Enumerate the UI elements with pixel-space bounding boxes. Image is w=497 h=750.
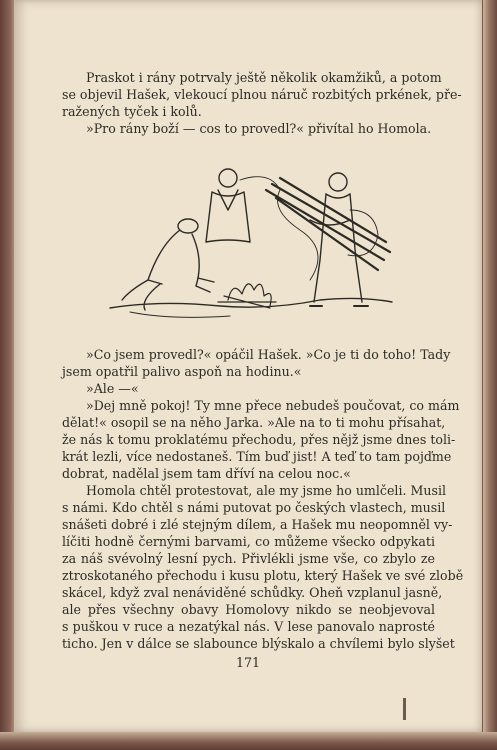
text-line: jsem opatřil palivo aspoň na hodinu.« (62, 364, 302, 379)
page-mark (403, 698, 406, 720)
page-stack-edge (483, 0, 497, 750)
text-line: krát lezli, více nedostaneš. Tím buď jist! A teď to tam pojďme (62, 449, 452, 464)
text-line: ale přes všechny obavy Homolovy nikdo se neobjevoval (62, 602, 435, 617)
text-line: líčiti hodně černými barvami, co můžeme všecko odpykati (62, 534, 435, 549)
text-line: ražených tyček i kolů. (62, 104, 202, 119)
text-line: ztroskotaného přechodu i kusu plotu, který Hašek ve své zlobě (62, 568, 464, 583)
text-line: Praskot i rány potrvaly ještě několik okamžiků, a potom (86, 70, 442, 85)
text-line: »Dej mně pokoj! Ty mne přece nebudeš poučovat, co mám (86, 398, 460, 413)
book-page (14, 0, 482, 732)
book-spine-edge (0, 0, 14, 750)
text-line: za náš svévolný lesní pych. Přivlékli jsme vše, co zbylo ze (62, 551, 435, 566)
text-line: s puškou v ruce a nezatýkal nás. V lese panovalo naprosté (62, 619, 435, 634)
text-line: ticho. Jen v dálce se slabounce blýskalo a chvílemi bylo slyšet (62, 636, 455, 651)
text-line: »Ale —« (86, 381, 139, 396)
book-bottom-edge (0, 732, 497, 750)
text-line: »Co jsem provedl?« opáčil Hašek. »Co je ti do toho! Tady (86, 347, 451, 362)
text-line: se objevil Hašek, vlekoucí plnou náruč rozbitých prkének, pře- (62, 87, 462, 102)
text-line: »Pro rány boží — cos to provedl?« přivítal ho Homola. (86, 121, 432, 136)
text-line: dobrat, nadělal jsem tam dříví na celou noc.« (62, 466, 351, 481)
page-number: 171 (235, 655, 261, 670)
text-line: dělat!« osopil se na něho Jarka. »Ale na to ti mohu přísahat, (62, 415, 446, 430)
text-line: s námi. Kdo chtěl s námi putovat po českých vlastech, musil (62, 500, 446, 515)
text-line: že nás k tomu proklatému přechodu, přes nějž jsme dnes toli- (62, 432, 456, 447)
text-line: Homola chtěl protestovat, ale my jsme ho umlčeli. Musil (86, 483, 446, 498)
text-line: snášeti dobré i zlé stejným dílem, a Hašek mu neopomněl vy- (62, 517, 453, 532)
campfire-illustration (100, 150, 400, 335)
text-line: skácel, když zval nenáviděné schůdky. Oheň vzplanul jasně, (62, 585, 443, 600)
